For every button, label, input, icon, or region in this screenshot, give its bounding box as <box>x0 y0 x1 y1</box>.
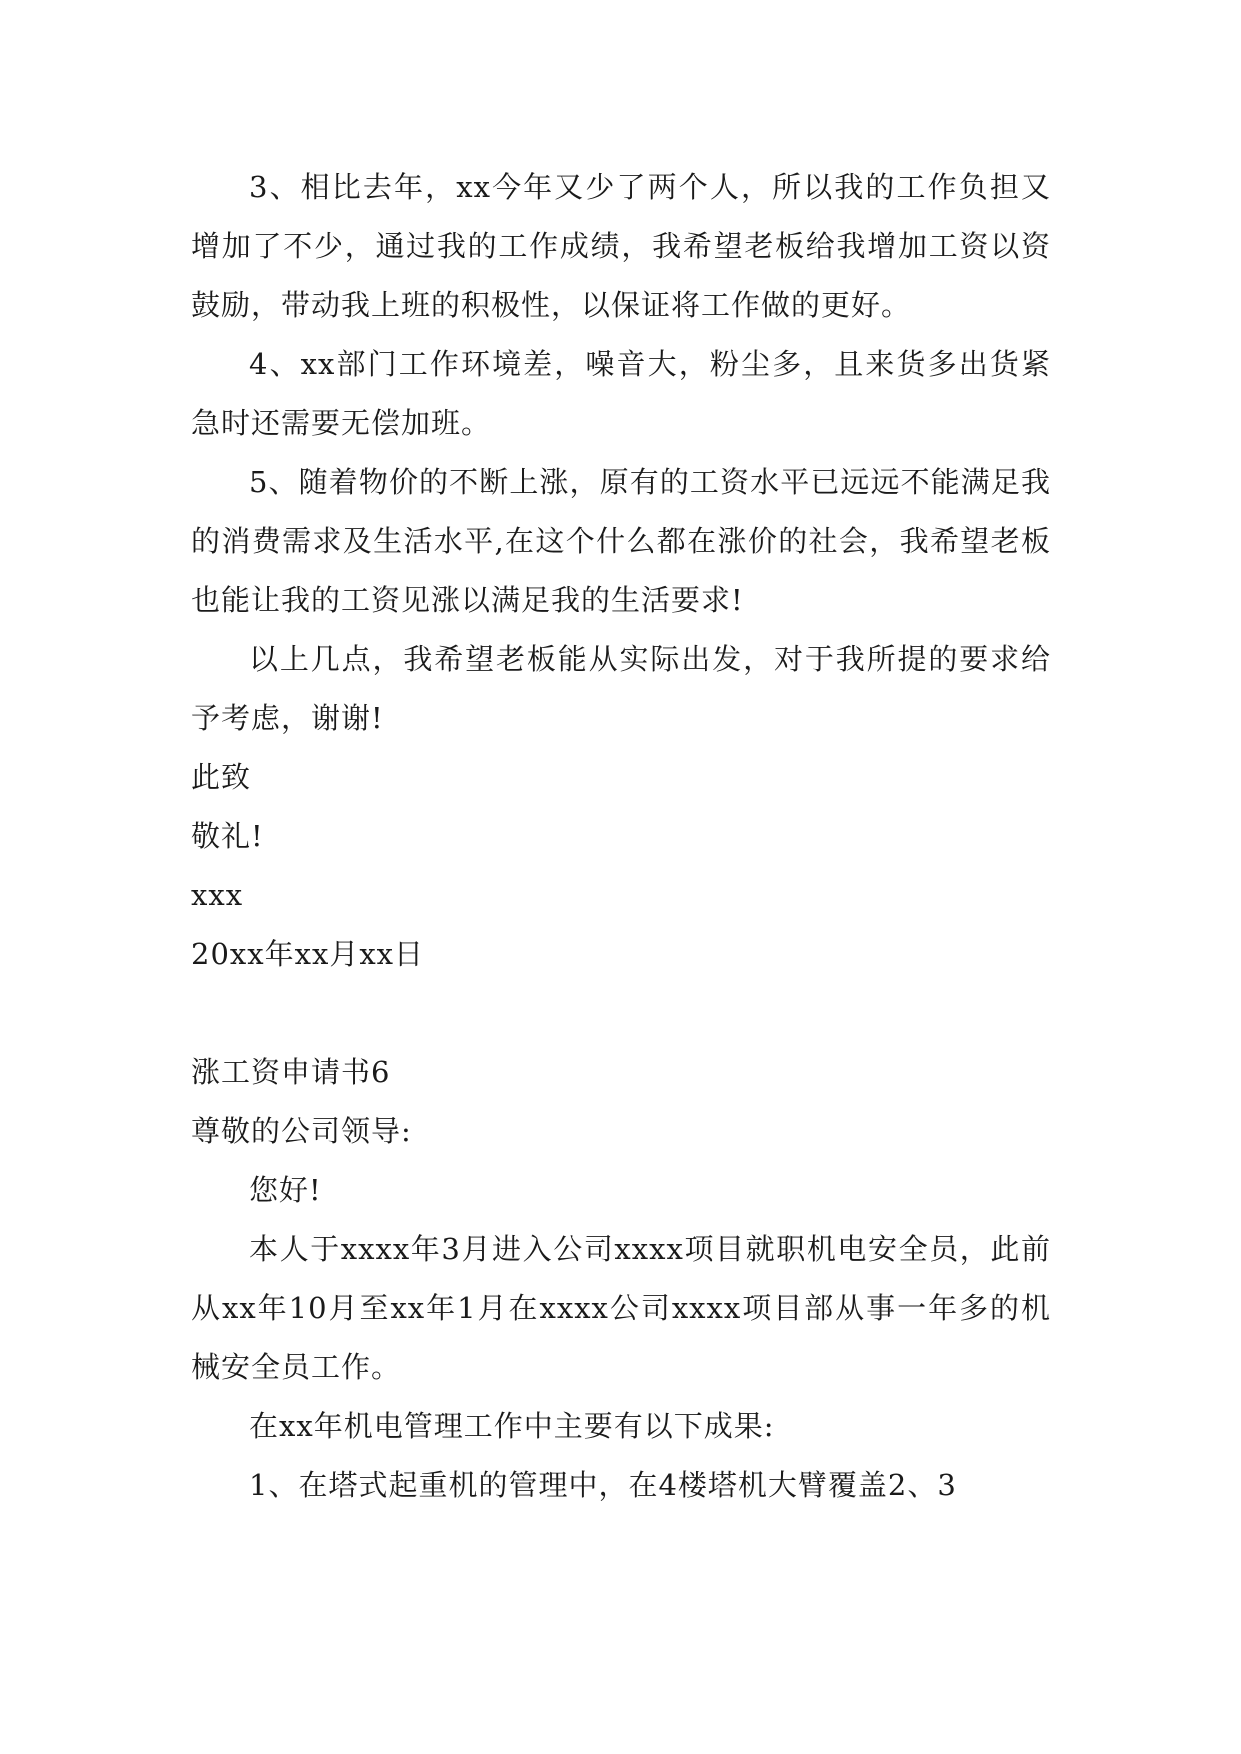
addressee: 尊敬的公司领导: <box>191 1114 412 1148</box>
paragraph-conclusion: 以上几点，我希望老板能从实际出发，对于我所提的要求给予考虑，谢谢! <box>191 642 1051 735</box>
document-body <box>191 158 1051 1515</box>
paragraph-achievement-1: 1、在塔式起重机的管理中，在4楼塔机大臂覆盖2、3 <box>249 1468 957 1502</box>
paragraph-item-3: 3、相比去年，xx今年又少了两个人，所以我的工作负担又增加了不少，通过我的工作成绩，我希望老板给我增加工资以资鼓励，带动我上班的积极性，以保证将工作做的更好。 <box>191 170 1051 322</box>
section-title: 涨工资申请书6 <box>191 1055 391 1089</box>
paragraph-intro: 本人于xxxx年3月进入公司xxxx项目就职机电安全员，此前从xx年10月至xx年1月在xxxx公司xxxx项目部从事一年多的机械安全员工作。 <box>191 1232 1051 1384</box>
paragraph-item-5: 5、随着物价的不断上涨，原有的工资水平已远远不能满足我的消费需求及生活水平,在这个什么都在涨价的社会，我希望老板也能让我的工资见涨以满足我的生活要求! <box>191 465 1051 617</box>
greeting: 您好! <box>249 1173 322 1207</box>
paragraph-item-4: 4、xx部门工作环境差，噪音大，粉尘多，且来货多出货紧急时还需要无偿加班。 <box>191 347 1051 440</box>
closing-text: 此致 <box>191 760 252 794</box>
signature-name: xxx <box>191 878 244 912</box>
section-spacer <box>191 984 1051 1043</box>
paragraph-achievements-heading: 在xx年机电管理工作中主要有以下成果: <box>249 1409 775 1443</box>
letter-date: 20xx年xx月xx日 <box>191 937 425 971</box>
salute-text: 敬礼! <box>191 819 264 853</box>
